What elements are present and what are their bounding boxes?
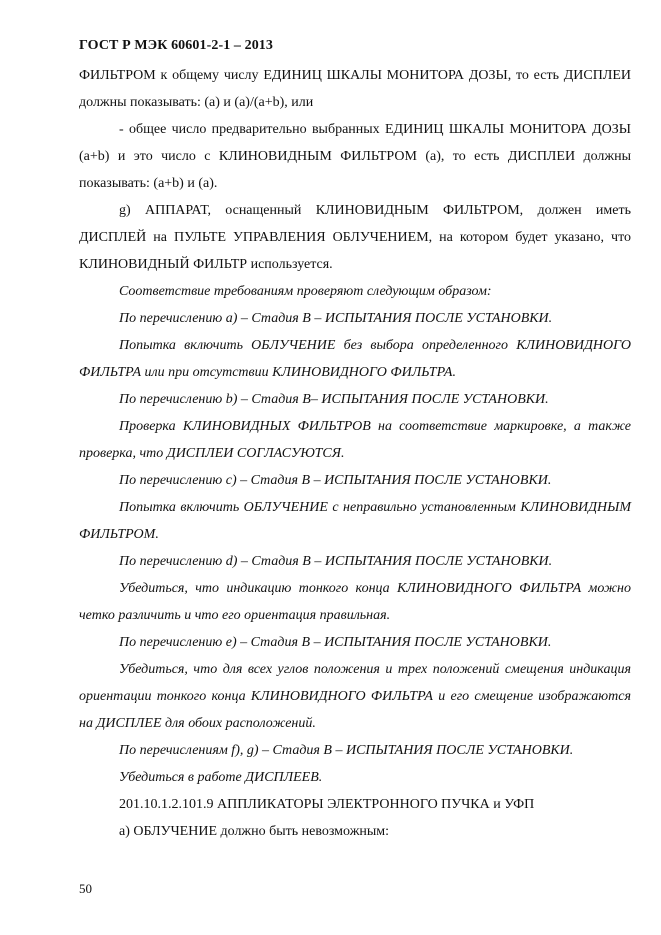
section-heading: 201.10.1.2.101.9 АППЛИКАТОРЫ ЭЛЕКТРОННОГО ПУЧКА и УФП (119, 797, 535, 812)
compliance-text-fg: Убедиться в работе ДИСПЛЕЕВ. (119, 770, 323, 785)
compliance-text-e: Убедиться, что для всех углов положения и трех положений смещения индикация ориентации тонкого конца КЛИНОВИДНОГО ФИЛЬТРА и его смещение изображаются на ДИСПЛЕЕ для обоих расположений. (79, 662, 631, 731)
compliance-text-d: Убедиться, что индикацию тонкого конца КЛИНОВИДНОГО ФИЛЬТРА можно четко различить и что его ориентация правильная. (79, 581, 631, 623)
compliance-heading-fg: По перечислениям f), g) – Стадия B – ИСПЫТАНИЯ ПОСЛЕ УСТАНОВКИ. (119, 743, 574, 758)
compliance-text-b: Проверка КЛИНОВИДНЫХ ФИЛЬТРОВ на соответствие маркировке, а также проверка, что ДИСПЛЕИ СОГЛАСУЮТСЯ. (79, 419, 631, 461)
compliance-heading-a: По перечислению a) – Стадия B – ИСПЫТАНИЯ ПОСЛЕ УСТАНОВКИ. (119, 311, 553, 326)
document-body (79, 62, 631, 845)
compliance-heading-e: По перечислению e) – Стадия B – ИСПЫТАНИЯ ПОСЛЕ УСТАНОВКИ. (119, 635, 552, 650)
compliance-intro: Соответствие требованиям проверяют следующим образом: (119, 284, 492, 299)
document-header: ГОСТ Р МЭК 60601-2-1 – 2013 (79, 38, 274, 53)
section-item-a: a) ОБЛУЧЕНИЕ должно быть невозможным: (119, 824, 390, 839)
paragraph-item-g: g) АППАРАТ, оснащенный КЛИНОВИДНЫМ ФИЛЬТРОМ, должен иметь ДИСПЛЕЙ на ПУЛЬТЕ УПРАВЛЕНИЯ ОБЛУЧЕНИЕМ, на котором будет указано, что КЛИНОВИДНЫЙ ФИЛЬТР используется. (79, 203, 631, 272)
compliance-heading-c: По перечислению c) – Стадия B – ИСПЫТАНИЯ ПОСЛЕ УСТАНОВКИ. (119, 473, 552, 488)
compliance-text-c: Попытка включить ОБЛУЧЕНИЕ с неправильно установленным КЛИНОВИДНЫМ ФИЛЬТРОМ. (79, 500, 631, 542)
compliance-heading-b: По перечислению b) – Стадия B– ИСПЫТАНИЯ ПОСЛЕ УСТАНОВКИ. (119, 392, 549, 407)
compliance-text-a: Попытка включить ОБЛУЧЕНИЕ без выбора определенного КЛИНОВИДНОГО ФИЛЬТРА или при отсутствии КЛИНОВИДНОГО ФИЛЬТРА. (79, 338, 631, 380)
compliance-heading-d: По перечислению d) – Стадия B – ИСПЫТАНИЯ ПОСЛЕ УСТАНОВКИ. (119, 554, 553, 569)
page-number: 50 (79, 881, 92, 896)
paragraph-list-item: - общее число предварительно выбранных ЕДИНИЦ ШКАЛЫ МОНИТОРА ДОЗЫ (a+b) и это число с КЛИНОВИДНЫМ ФИЛЬТРОМ (a), то есть ДИСПЛЕИ должны показывать: (a+b) и (a). (79, 122, 631, 191)
paragraph-continuation: ФИЛЬТРОМ к общему числу ЕДИНИЦ ШКАЛЫ МОНИТОРА ДОЗЫ, то есть ДИСПЛЕИ должны показывать: (a) и (a)/(a+b), или (79, 68, 631, 110)
